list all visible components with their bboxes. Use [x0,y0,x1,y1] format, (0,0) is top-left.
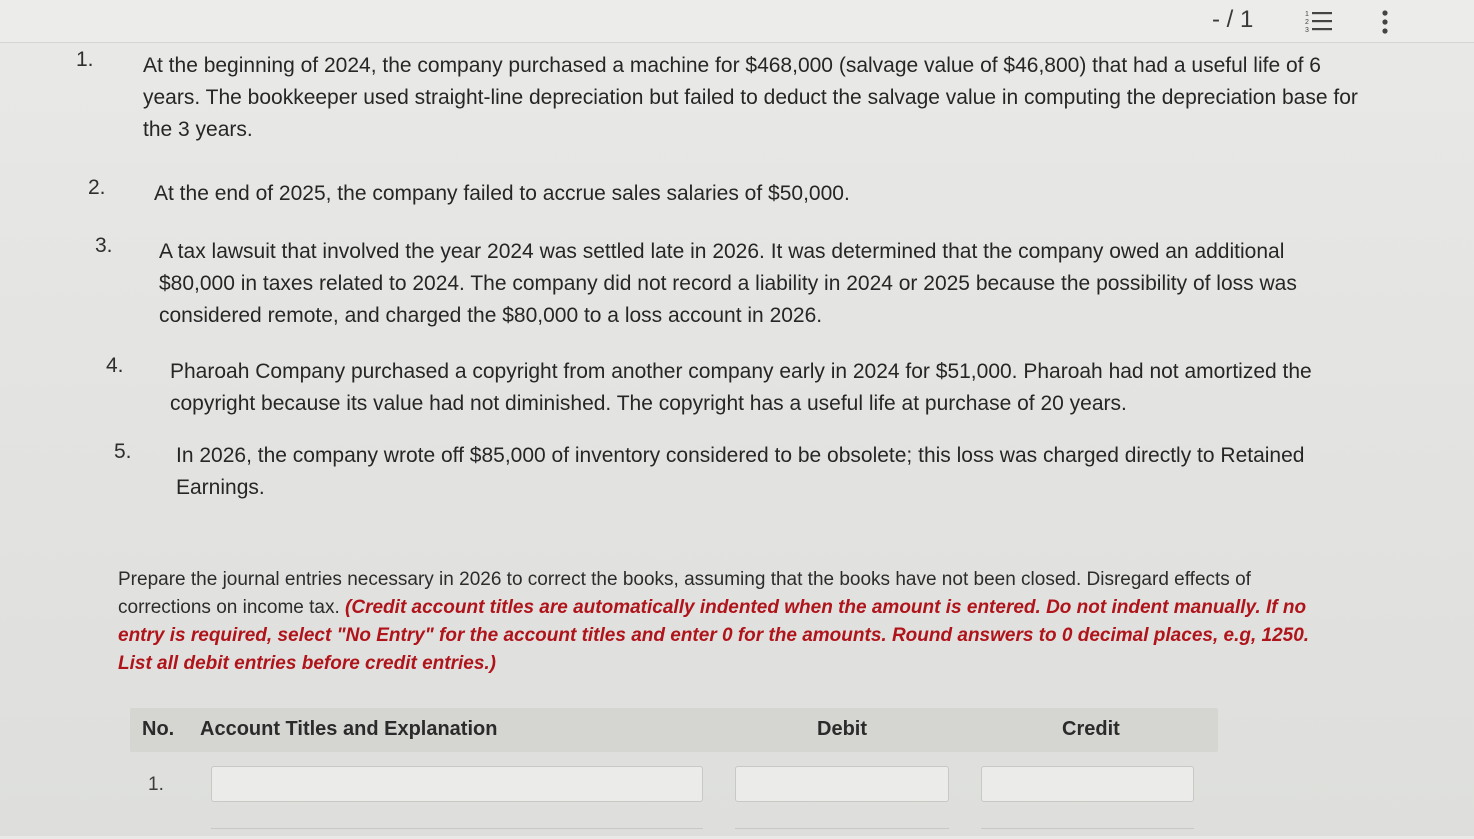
account-title-field[interactable] [211,766,703,802]
vertical-dots-icon[interactable] [1375,8,1395,36]
next-row-field-edge [735,828,949,839]
item-text: At the beginning of 2024, the company purchased a machine for $468,000 (salvage value of $46,800) that had a useful life of 6 years. The bookkeeper used straight-line depreciation but failed to deduct the salvage value in computing the depreciation base for the 3 years. [143,54,1358,141]
credit-input[interactable] [982,767,1193,801]
item-text: At the end of 2025, the company failed to accrue sales salaries of $50,000. [154,182,850,205]
item-number: 2. [88,176,106,199]
item-number: 4. [106,354,124,377]
entry-number: 1. [148,774,164,795]
item-number: 3. [95,234,113,257]
journal-table-header [130,708,1218,752]
instructions [118,566,1338,678]
instructions-main: Prepare the journal entries necessary in 2026 to correct the books, assuming that the books have not been closed. Disregard effects of corrections on income tax. [118,569,1251,618]
svg-text:3: 3 [1305,27,1309,34]
item-number: 5. [114,440,132,463]
header-debit: Debit [817,718,867,740]
item-number: 1. [76,48,94,71]
numbered-list-icon[interactable] [1304,8,1334,34]
item-text: In 2026, the company wrote off $85,000 of inventory considered to be obsolete; this loss was charged directly to Retained Earnings. [176,444,1305,499]
header-account: Account Titles and Explanation [200,718,498,740]
debit-field[interactable] [735,766,949,802]
header-no: No. [142,718,175,740]
svg-text:2: 2 [1305,19,1309,26]
next-row-field-edge [981,828,1194,839]
credit-field[interactable] [981,766,1194,802]
instructions-note: (Credit account titles are automatically indented when the amount is entered. Do not indent manually. If no entry is required, select "No Entry" for the account titles and enter 0 for the amounts. Round answers to 0 decimal places, e.g, 1250. List all debit entries before credit entries.) [118,597,1310,674]
next-row-field-edge [211,828,703,839]
item-text: Pharoah Company purchased a copyright from another company early in 2024 for $51,000. Pharoah had not amortized the copyright because its value had not diminished. The copyright has a useful life at purchase of 20 years. [170,360,1312,415]
account-title-input[interactable] [212,767,702,801]
page-indicator: - / 1 [1212,6,1254,33]
debit-input[interactable] [736,767,948,801]
item-text: A tax lawsuit that involved the year 2024 was settled late in 2026. It was determined that the company owed an additional $80,000 in taxes related to 2024. The company did not record a liability in 2024 or 2025 because the possibility of loss was considered remote, and charged the $80,000 to a loss account in 2026. [159,240,1297,327]
svg-text:1: 1 [1305,11,1309,18]
pdf-toolbar [0,0,1474,43]
header-credit: Credit [1062,718,1120,740]
